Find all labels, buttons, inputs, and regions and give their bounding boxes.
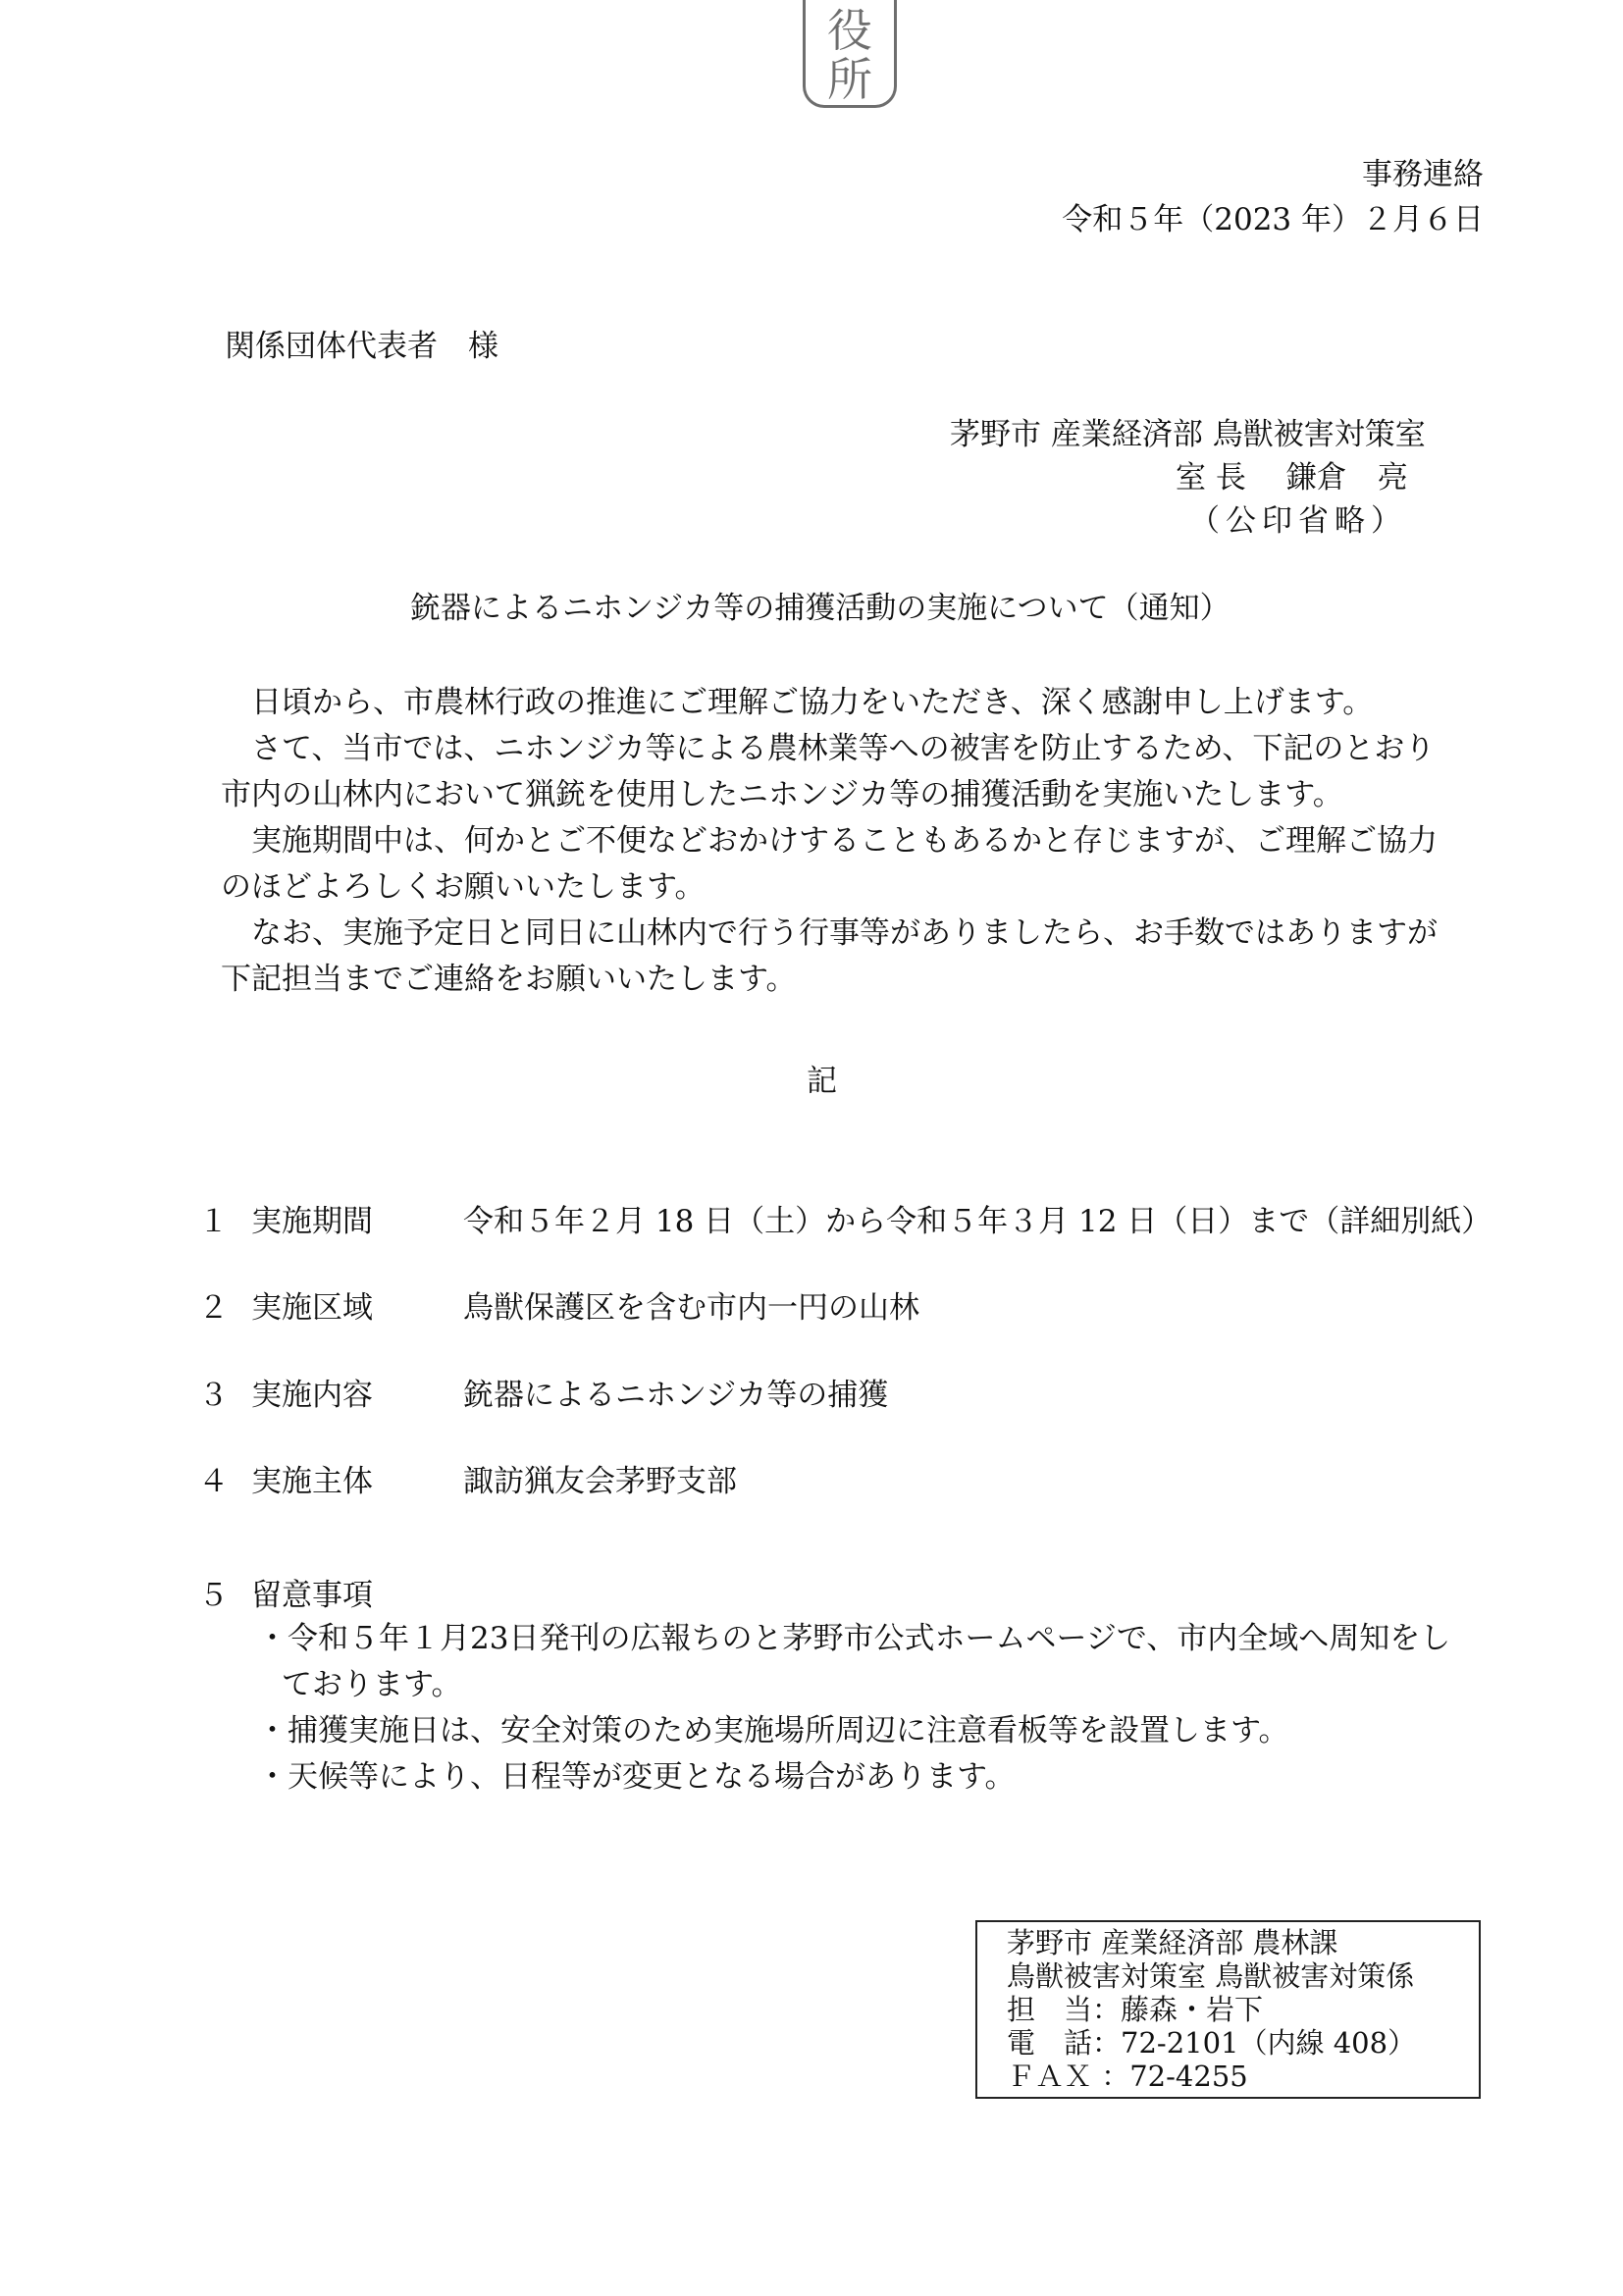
sender-person: 室 長 鎌倉 亮 (1176, 460, 1408, 496)
contact-phone: 電 話：72-2101（内線 408） (1007, 2026, 1417, 2060)
contact-section: 鳥獣被害対策室 鳥獣被害対策係 (1007, 1959, 1415, 1993)
body-paragraph-2: さて、当市では、ニホンジカ等による農林業等への被害を防止するため、下記のとおり市内の山林内において猟銃を使用したニホンジカ等の捕獲活動を実施いたします。 (221, 731, 1436, 812)
item-number: ５ (198, 1578, 229, 1613)
item-number: ４ (198, 1464, 229, 1499)
item-number: ３ (198, 1378, 229, 1413)
item-value-content: 銃器によるニホンジカ等の捕獲 (463, 1378, 889, 1413)
office-seal (803, 0, 897, 108)
item-label-content: 実施内容 (251, 1378, 373, 1413)
item-number: １ (198, 1204, 229, 1239)
seal-omitted-note: （公印省略） (1189, 503, 1407, 539)
body-paragraph-4: なお、実施予定日と同日に山林内で行う行事等がありましたら、お手数ではありますが下記担当までご連絡をお願いいたします。 (221, 915, 1438, 997)
note-item: ・捕獲実施日は、安全対策のため実施場所周辺に注意看板等を設置します。 (257, 1713, 1289, 1748)
notes-list (257, 1616, 1474, 1800)
document-type: 事務連絡 (1362, 157, 1484, 192)
body-paragraph-1: 日頃から、市農林行政の推進にご理解ご協力をいただき、深く感謝申し上げます。 (251, 685, 1374, 720)
body-text (221, 680, 1457, 1003)
body-paragraph-3: 実施期間中は、何かとご不便などおかけすることもあるかと存じますが、ご理解ご協力のほどよろしくお願いいたします。 (221, 823, 1438, 905)
item-number: ２ (198, 1290, 229, 1326)
item-value-period: 令和５年２月 18 日（土）から令和５年３月 12 日（日）まで（詳細別紙） (463, 1204, 1492, 1239)
sender-org: 茅野市 産業経済部 鳥獣被害対策室 (950, 417, 1426, 452)
recipient: 関係団体代表者 様 (225, 329, 498, 364)
seal-char-2: 所 (827, 53, 872, 106)
ki-heading: 記 (807, 1064, 837, 1099)
item-label-area: 実施区域 (251, 1290, 373, 1326)
item-label-period: 実施期間 (251, 1204, 373, 1239)
contact-fax: ＦＡＸ ：72-4255 (1007, 2060, 1248, 2093)
seal-char-1: 役 (827, 4, 872, 57)
item-value-organizer: 諏訪猟友会茅野支部 (463, 1464, 737, 1499)
item-label-notes: 留意事項 (251, 1578, 373, 1613)
item-value-area: 鳥獣保護区を含む市内一円の山林 (463, 1290, 919, 1326)
contact-person: 担 当：藤森・岩下 (1007, 1993, 1264, 2026)
note-item: ・天候等により、日程等が変更となる場合があります。 (257, 1759, 1016, 1795)
item-label-organizer: 実施主体 (251, 1464, 373, 1499)
contact-box (975, 1920, 1481, 2099)
contact-dept: 茅野市 産業経済部 農林課 (1007, 1926, 1338, 1959)
note-item: ・令和５年１月23日発刊の広報ちのと茅野市公式ホームページで、市内全域へ周知をしております。 (257, 1621, 1451, 1702)
issue-date: 令和５年（2023 年）２月６日 (1062, 202, 1484, 237)
document-title: 銃器によるニホンジカ等の捕獲活動の実施について（通知） (410, 591, 1230, 626)
